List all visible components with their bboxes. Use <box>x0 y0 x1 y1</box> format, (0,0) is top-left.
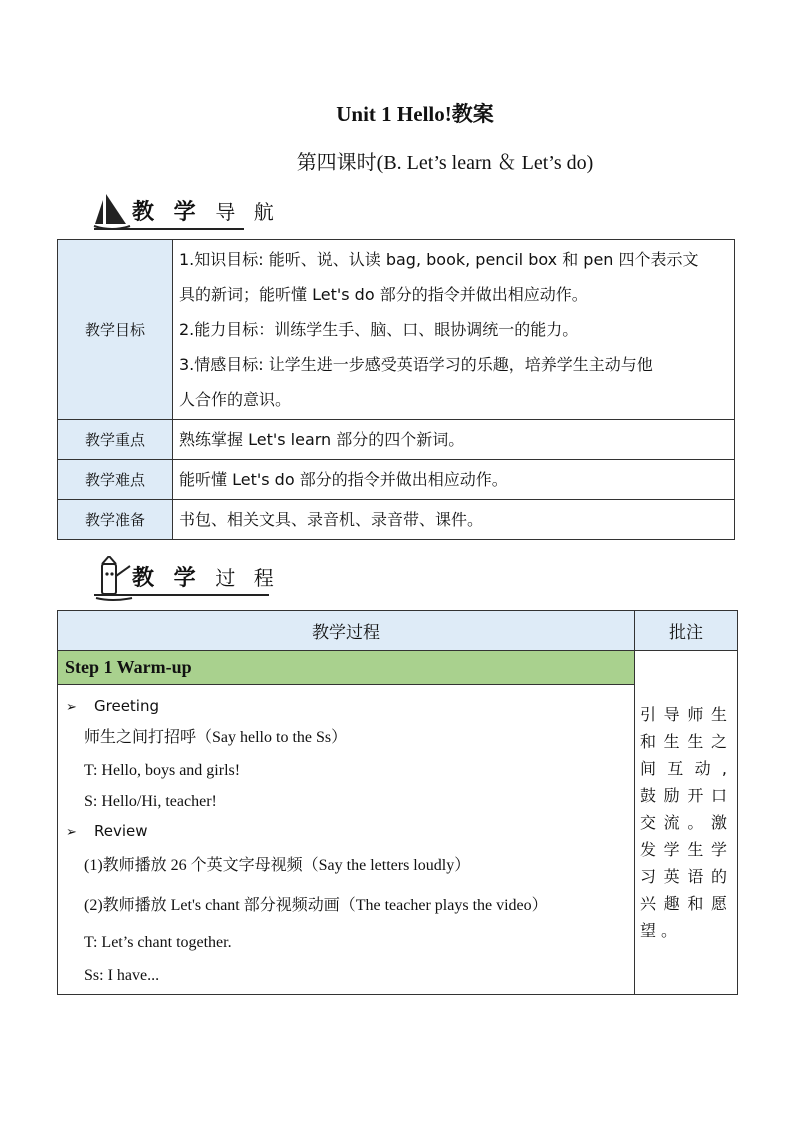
row-value <box>173 240 735 420</box>
row-value <box>173 420 735 460</box>
table-header-row <box>58 611 738 651</box>
table-row <box>58 420 735 460</box>
text-line: 3.情感目标: 让学生进一步感受英语学习的乐趣，培养学生主动与他 <box>179 355 653 374</box>
text-line: 书包、相关文具、录音机、录音带、课件。 <box>179 510 484 529</box>
text-line: T: Let’s chant together. <box>84 934 232 951</box>
table-row <box>58 460 735 500</box>
teaching-guide-banner <box>92 190 280 232</box>
row-label: 教学目标 <box>58 240 173 420</box>
text-line: (1)教师播放 26 个英文字母视频（Say the letters loudly） <box>84 857 471 874</box>
text-line: S: Hello/Hi, teacher! <box>84 793 217 810</box>
row-label: 教学准备 <box>58 500 173 540</box>
notes-header: 批注 <box>635 611 738 651</box>
text-line: 1.知识目标: 能听、说、认读 bag, book, pencil box 和 pen 四个表示文 <box>179 250 699 269</box>
banner-light-text: 过 程 <box>215 566 280 590</box>
text-line: 具的新词；能听懂 Let's do 部分的指令并做出相应动作。 <box>179 285 588 304</box>
text-line: Ss: I have... <box>84 967 160 984</box>
teaching-process-banner <box>92 556 280 598</box>
list-item <box>66 816 626 846</box>
row-label: 教学重点 <box>58 420 173 460</box>
banner-rule <box>94 228 244 230</box>
objectives-table <box>57 239 735 540</box>
arrow-bullet-icon: ➢ <box>66 700 77 715</box>
row-label: 教学难点 <box>58 460 173 500</box>
banner-rule <box>94 594 269 596</box>
table-row <box>58 240 735 420</box>
document-subtitle: 第四课时(B. Let’s learn ＆ Let’s do) <box>296 152 594 174</box>
arrow-bullet-icon: ➢ <box>66 825 77 840</box>
banner-bold-text: 教 学 <box>132 200 202 225</box>
list-item <box>66 691 626 721</box>
text-line: 熟练掌握 Let's learn 部分的四个新词。 <box>179 430 465 449</box>
text-line: 师生之间打招呼（Say hello to the Ss） <box>84 729 348 746</box>
table-row <box>58 500 735 540</box>
row-value <box>173 500 735 540</box>
bullet-label: Review <box>94 822 148 840</box>
sailboat-icon <box>92 190 132 230</box>
row-value <box>173 460 735 500</box>
text-line: T: Hello, boys and girls! <box>84 762 241 779</box>
text-line: 2.能力目标：训练学生手、脑、口、眼协调统一的能力。 <box>179 320 579 339</box>
table-row <box>58 651 738 685</box>
notes-cell: 引导师生和生生之间互动,鼓励开口交流。激发学生学习英语的兴趣和愿望。 <box>635 651 738 995</box>
banner-light-text: 导 航 <box>215 200 280 224</box>
step-body <box>58 685 635 995</box>
text-line: (2)教师播放 Let's chant 部分视频动画（The teacher plays the video） <box>84 897 548 914</box>
bullet-label: Greeting <box>94 697 159 715</box>
process-header: 教学过程 <box>58 611 635 651</box>
text-line: 人合作的意识。 <box>179 390 292 409</box>
process-table <box>57 610 738 995</box>
step-heading: Step 1 Warm-up <box>58 651 635 685</box>
text-line: 能听懂 Let's do 部分的指令并做出相应动作。 <box>179 470 508 489</box>
banner-bold-text: 教 学 <box>132 566 202 591</box>
document-title: Unit 1 Hello!教案 <box>336 102 494 126</box>
